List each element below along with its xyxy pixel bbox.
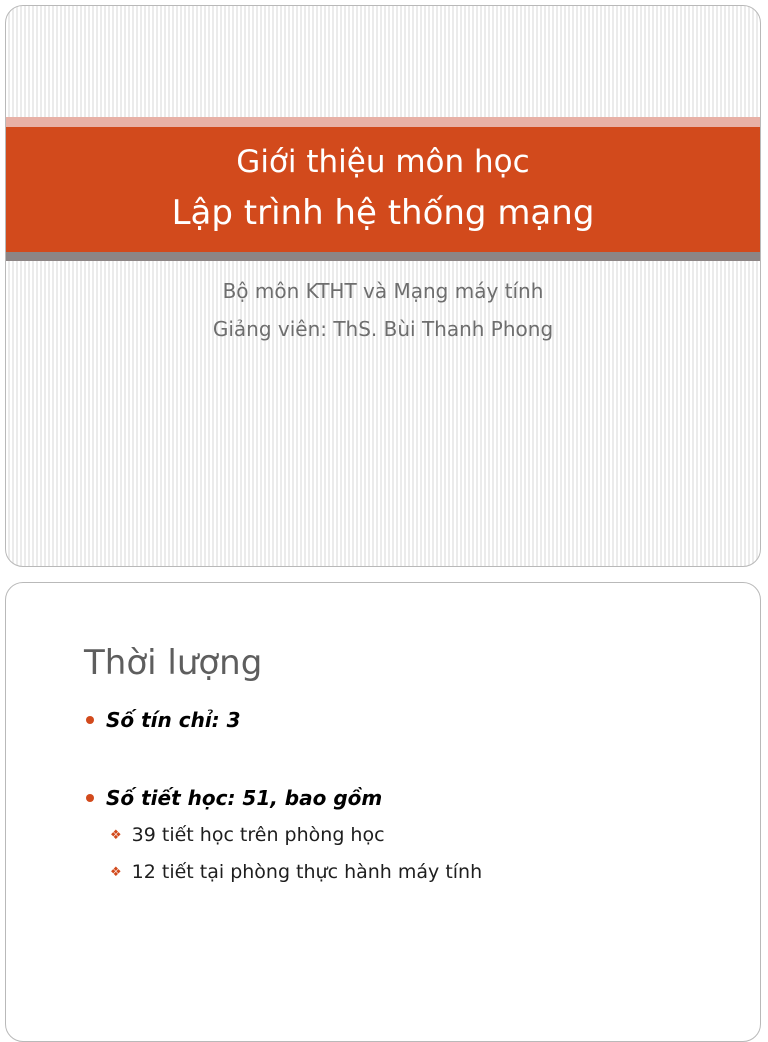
diamond-bullet-icon: ❖	[110, 828, 122, 843]
bullet-item-periods	[86, 786, 382, 810]
bullet-text: Số tiết học: 51, bao gồm	[106, 786, 383, 810]
bullet-text: Số tín chỉ: 3	[106, 708, 241, 732]
slide-title-line-2: Lập trình hệ thống mạng	[171, 193, 595, 233]
slide-title-line-1: Giới thiệu môn học	[236, 144, 530, 180]
title-band	[6, 127, 760, 252]
orange-dot-icon	[86, 716, 94, 724]
title-accent-band-top	[6, 117, 760, 127]
sub-bullet-text: 39 tiết học trên phòng học	[131, 824, 385, 846]
content-slide	[5, 582, 761, 1042]
subtitle-department: Bộ môn KTHT và Mạng máy tính	[222, 279, 544, 303]
slide-heading: Thời lượng	[84, 643, 263, 683]
diamond-bullet-icon: ❖	[110, 865, 122, 880]
title-slide	[5, 5, 761, 567]
sub-bullet-text: 12 tiết tại phòng thực hành máy tính	[131, 861, 483, 883]
subtitle-lecturer: Giảng viên: ThS. Bùi Thanh Phong	[212, 317, 554, 341]
sub-bullet-item-classroom	[110, 824, 385, 846]
sub-bullet-item-lab	[110, 861, 482, 883]
bullet-item-credits	[86, 708, 241, 732]
orange-dot-icon	[86, 794, 94, 802]
title-accent-band-bottom	[6, 252, 760, 261]
